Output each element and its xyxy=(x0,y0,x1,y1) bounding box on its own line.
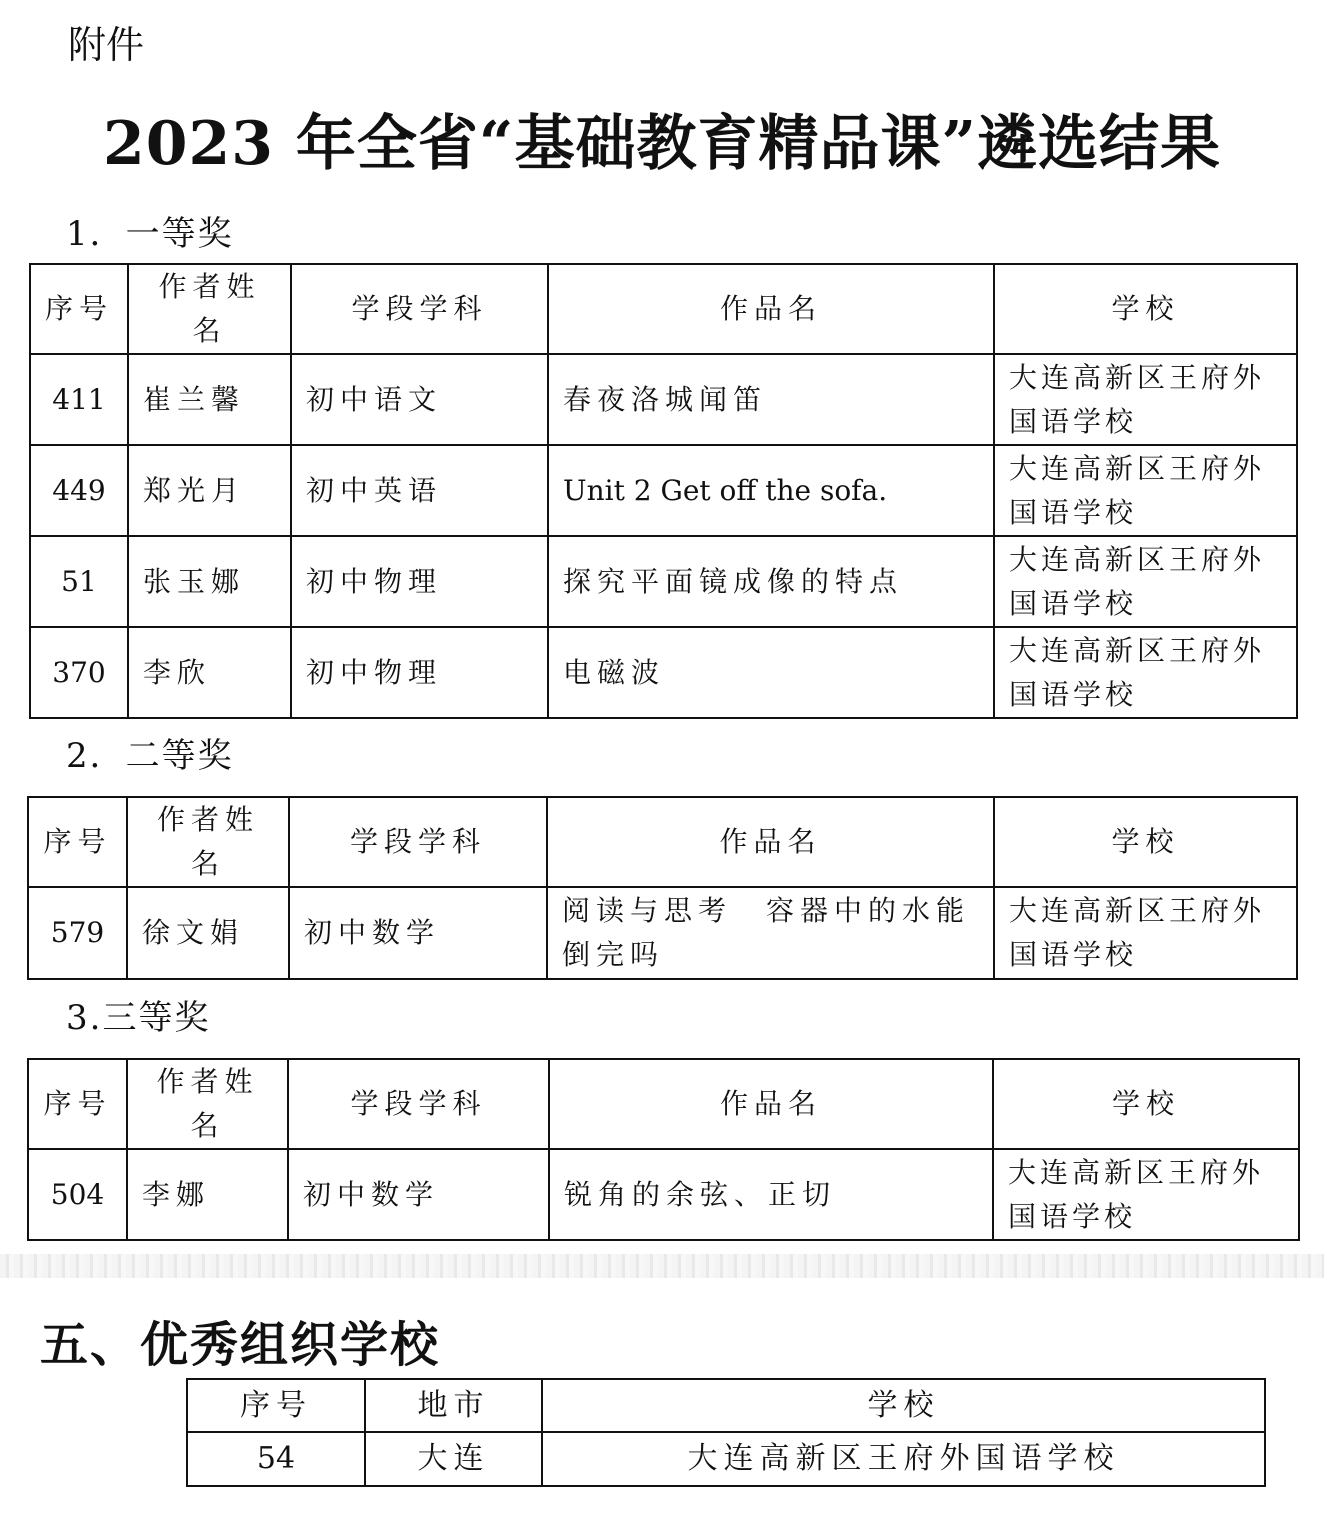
table-header-row xyxy=(28,797,1297,887)
header-seq: 序号 xyxy=(30,264,128,354)
attachment-label: 附件 xyxy=(68,23,145,67)
cell-author: 郑光月 xyxy=(128,445,291,536)
table-row xyxy=(28,1149,1299,1240)
cell-seq: 579 xyxy=(28,887,127,979)
page-title: 2023 年全省“基础教育精品课”遴选结果 xyxy=(103,109,1221,179)
cell-school: 大连高新区王府外国语学校 xyxy=(994,536,1297,627)
second-prize-heading: 2．二等奖 xyxy=(66,736,234,776)
header-subject: 学段学科 xyxy=(288,1059,549,1149)
cell-subject: 初中数学 xyxy=(288,1149,549,1240)
cell-seq: 504 xyxy=(28,1149,127,1240)
cell-seq: 51 xyxy=(30,536,128,627)
cell-subject: 初中物理 xyxy=(291,536,548,627)
header-seq: 序号 xyxy=(187,1379,365,1432)
header-city: 地市 xyxy=(365,1379,542,1432)
first-prize-table xyxy=(29,263,1298,719)
header-author: 作者姓名 xyxy=(128,264,291,354)
cell-subject: 初中数学 xyxy=(289,887,547,979)
cell-author: 李娜 xyxy=(127,1149,288,1240)
cell-seq: 54 xyxy=(187,1432,365,1486)
third-prize-heading: 3.三等奖 xyxy=(66,998,211,1038)
excellent-schools-table xyxy=(186,1378,1266,1487)
cell-subject: 初中语文 xyxy=(291,354,548,445)
cell-seq: 370 xyxy=(30,627,128,718)
cell-school: 大连高新区王府外国语学校 xyxy=(542,1432,1265,1486)
table-row xyxy=(28,887,1297,979)
cell-author: 徐文娟 xyxy=(127,887,289,979)
header-seq: 序号 xyxy=(28,1059,127,1149)
table-row xyxy=(30,445,1297,536)
cell-work: 探究平面镜成像的特点 xyxy=(548,536,994,627)
cell-seq: 411 xyxy=(30,354,128,445)
header-school: 学校 xyxy=(994,264,1297,354)
cell-subject: 初中英语 xyxy=(291,445,548,536)
cell-author: 崔兰馨 xyxy=(128,354,291,445)
table-row xyxy=(30,536,1297,627)
table-row xyxy=(30,627,1297,718)
header-seq: 序号 xyxy=(28,797,127,887)
table-row xyxy=(30,354,1297,445)
cell-school: 大连高新区王府外国语学校 xyxy=(994,627,1297,718)
cell-work: 电磁波 xyxy=(548,627,994,718)
cell-work: 春夜洛城闻笛 xyxy=(548,354,994,445)
header-subject: 学段学科 xyxy=(291,264,548,354)
cell-subject: 初中物理 xyxy=(291,627,548,718)
header-work: 作品名 xyxy=(548,264,994,354)
second-prize-table xyxy=(27,796,1298,980)
header-work: 作品名 xyxy=(549,1059,993,1149)
cell-author: 李欣 xyxy=(128,627,291,718)
third-prize-table xyxy=(27,1058,1300,1241)
cell-school: 大连高新区王府外国语学校 xyxy=(994,445,1297,536)
cell-work: 阅读与思考 容器中的水能倒完吗 xyxy=(547,887,994,979)
header-subject: 学段学科 xyxy=(289,797,547,887)
first-prize-heading: 1．一等奖 xyxy=(66,214,234,254)
header-school: 学校 xyxy=(993,1059,1299,1149)
table-header-row xyxy=(187,1379,1265,1432)
cell-work: 锐角的余弦、正切 xyxy=(549,1149,993,1240)
cell-work: Unit 2 Get off the sofa. xyxy=(548,445,994,536)
excellent-schools-heading: 五、优秀组织学校 xyxy=(40,1317,441,1373)
header-work: 作品名 xyxy=(547,797,994,887)
header-school: 学校 xyxy=(542,1379,1265,1432)
table-header-row xyxy=(30,264,1297,354)
cell-school: 大连高新区王府外国语学校 xyxy=(993,1149,1299,1240)
header-school: 学校 xyxy=(994,797,1297,887)
table-header-row xyxy=(28,1059,1299,1149)
cell-seq: 449 xyxy=(30,445,128,536)
cell-author: 张玉娜 xyxy=(128,536,291,627)
cell-school: 大连高新区王府外国语学校 xyxy=(994,354,1297,445)
page-divider xyxy=(0,1254,1324,1278)
header-author: 作者姓名 xyxy=(127,797,289,887)
table-row xyxy=(187,1432,1265,1486)
header-author: 作者姓名 xyxy=(127,1059,288,1149)
cell-school: 大连高新区王府外国语学校 xyxy=(994,887,1297,979)
cell-city: 大连 xyxy=(365,1432,542,1486)
